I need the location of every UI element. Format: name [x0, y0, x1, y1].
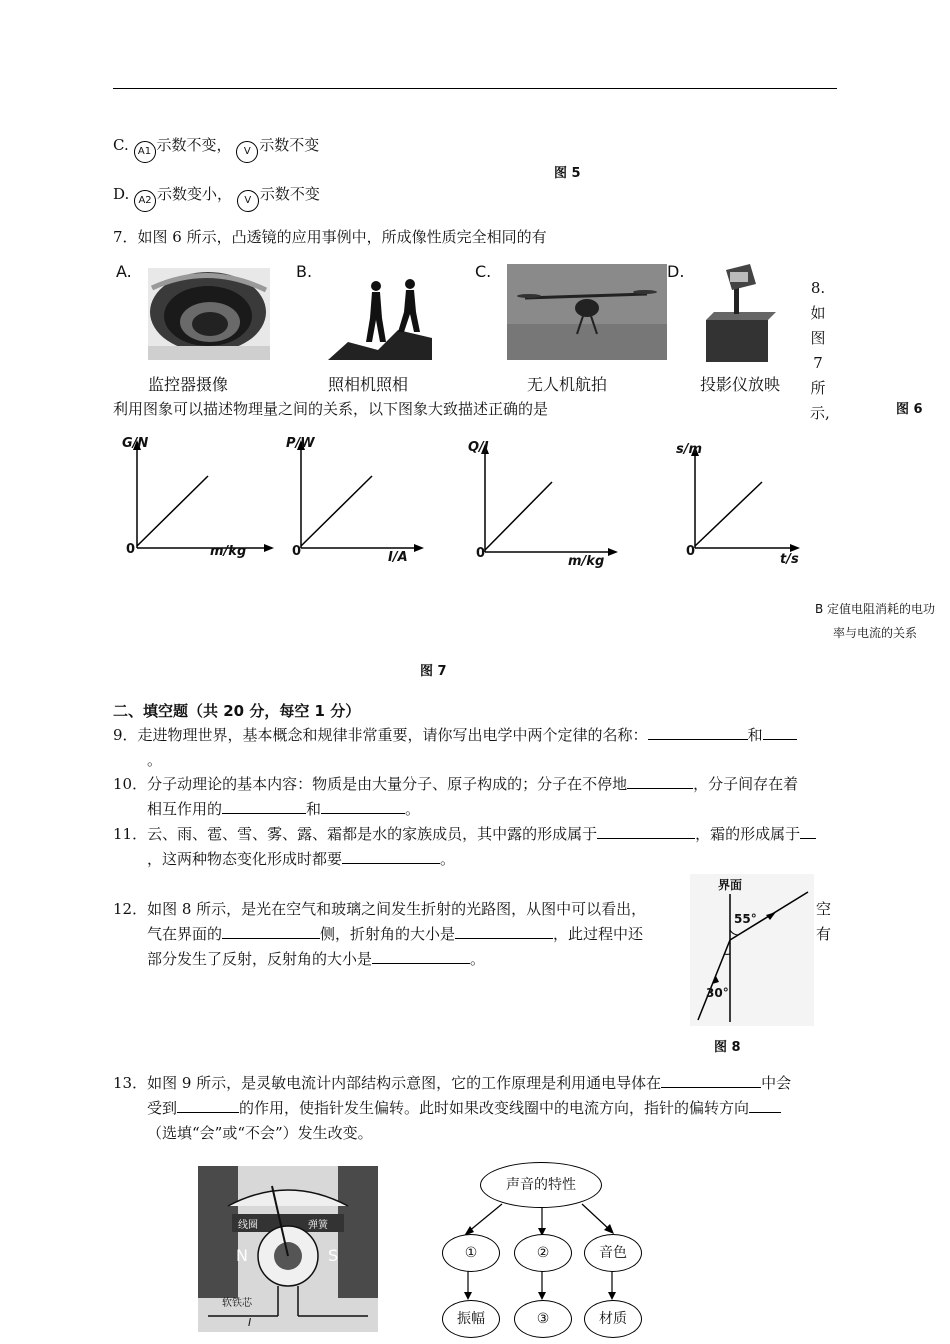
q7-option-b-letter: B.: [296, 262, 313, 281]
graph-c-xlabel: m/kg: [568, 554, 605, 569]
q6-option-c: C. A1 示数不变， V 示数不变: [113, 134, 319, 163]
graph-b-origin: 0: [292, 544, 302, 559]
q8-vertical-stem: 8. 如 图 7 所 示,: [810, 279, 830, 422]
q9-end: 。: [147, 751, 163, 769]
figure-8-label: 图 8: [714, 1040, 741, 1055]
figure-8-refraction: [690, 874, 814, 1026]
q7-option-c-letter: C.: [475, 262, 492, 281]
graph-d-ylabel: s/m: [676, 442, 703, 457]
section-2-heading: 二、填空题（共 20 分，每空 1 分）: [113, 702, 361, 720]
q13-line-3: （选填“会”或“不会”）发生改变。: [147, 1124, 373, 1142]
fig9-coil-label: 线圈: [238, 1220, 258, 1231]
q7-option-b-caption: 照相机照相: [328, 375, 409, 394]
q10-blank-2[interactable]: [222, 799, 306, 814]
figure-6-label: 图 6: [896, 402, 923, 417]
fig9-current-label: I: [248, 1316, 252, 1329]
q13-blank-1[interactable]: [661, 1073, 761, 1088]
q12-blank-2[interactable]: [455, 924, 553, 939]
graph-b-xlabel: I/A: [388, 550, 408, 565]
graph-c: [466, 438, 626, 574]
sound-root-node: 声音的特性: [480, 1162, 602, 1208]
graph-d: [676, 440, 836, 576]
q12-line-2: 气在界面的 侧，折射角的大小是 ，此过程中还: [147, 925, 644, 943]
q11-line-2: ，这两种物态变化形成时都要 。: [147, 850, 456, 868]
figure-5-label: 图 5: [554, 166, 581, 181]
q13-blank-3[interactable]: [749, 1098, 781, 1113]
q7-option-d-letter: D.: [667, 262, 685, 281]
q12-blank-3[interactable]: [372, 949, 470, 964]
figure-7-label: 图 7: [420, 664, 447, 679]
fig8-interface-label: 界面: [718, 878, 743, 892]
graph-d-xlabel: t/s: [780, 552, 799, 567]
q12-line-1: 12．如图 8 所示，是光在空气和玻璃之间发生折射的光路图，从图中可以看出，: [113, 900, 647, 918]
drone-photo: [507, 264, 667, 360]
q12-line-3: 部分发生了反射，反射角的大小是 。: [147, 950, 486, 968]
graph-c-ylabel: Q/J: [468, 440, 489, 455]
q7-option-d-caption: 投影仪放映: [700, 375, 781, 394]
q11-line-1: 11．云、雨、雹、雪、雾、露、霜都是水的家族成员，其中露的形成属于 ，霜的形成属于: [113, 823, 816, 845]
q13-line-2: 受到 的作用，使指针发生偏转。此时如果改变线圈中的电流方向，指针的偏转方向: [147, 1097, 781, 1119]
fig9-north-label: N: [236, 1246, 248, 1265]
graph-b: [282, 434, 442, 570]
q12-blank-1[interactable]: [222, 924, 320, 939]
graph-a-xlabel: m/kg: [210, 544, 247, 559]
q7-option-c-caption: 无人机航拍: [527, 375, 608, 394]
graph-b-ylabel: P/W: [286, 436, 315, 451]
fig9-south-label: S: [328, 1246, 339, 1265]
graph-c-origin: 0: [476, 546, 486, 561]
q10-blank-1[interactable]: [627, 774, 693, 789]
q6-option-d: D. A2 示数变小， V 示数不变: [113, 183, 320, 212]
projector-photo: [700, 262, 776, 366]
q9-blank-2[interactable]: [763, 725, 797, 740]
q9-line-1: 9．走进物理世界，基本概念和规律非常重要，请你写出电学中两个定律的名称： 和: [113, 724, 797, 746]
header-rule: [113, 88, 837, 89]
graph-a-origin: 0: [126, 542, 136, 557]
voltmeter-icon: V: [237, 190, 259, 212]
graph-a: [118, 434, 278, 570]
voltmeter-icon: V: [236, 141, 258, 163]
q9-blank-1[interactable]: [648, 725, 748, 740]
q7-stem: 7．如图 6 所示，凸透镜的应用事例中，所成像性质完全相同的有: [113, 228, 547, 246]
q12-line-2-end: 有: [816, 925, 832, 943]
ammeter-a1-icon: A1: [134, 141, 156, 163]
sound-node-amplitude: 振幅: [442, 1300, 500, 1338]
sound-node-2: ②: [514, 1234, 572, 1272]
sound-node-timbre: 音色: [584, 1234, 642, 1272]
q10-line-2: 相互作用的 和 。: [147, 800, 421, 818]
graph-a-ylabel: G/N: [122, 436, 149, 451]
fig9-spring-label: 弹簧: [308, 1220, 328, 1231]
fig8-angle-55: 55°: [734, 912, 757, 926]
figure-9-galvanometer: [198, 1166, 378, 1332]
ammeter-a2-icon: A2: [134, 190, 156, 212]
photographers-photo: [328, 270, 432, 360]
q13-line-1: 13．如图 9 所示，是灵敏电流计内部结构示意图，它的工作原理是利用通电导体在 中会: [113, 1074, 792, 1092]
q7-option-a-letter: A.: [116, 262, 132, 281]
graph-b-note: B 定值电阻消耗的电功率与电流的关系: [814, 602, 936, 640]
q11-blank-3[interactable]: [342, 849, 440, 864]
fig8-angle-30: 30°: [706, 986, 729, 1000]
fig9-core-label: 软铁芯: [222, 1298, 252, 1309]
q7-option-a-caption: 监控器摄像: [148, 375, 229, 394]
surveillance-camera-photo: [148, 268, 270, 360]
sound-node-1: ①: [442, 1234, 500, 1272]
graph-d-origin: 0: [686, 544, 696, 559]
q11-blank-1[interactable]: [597, 824, 695, 839]
q11-blank-2[interactable]: [800, 824, 816, 839]
q12-line-1-end: 空: [816, 900, 832, 918]
q13-blank-2[interactable]: [177, 1098, 239, 1113]
q8-stem: 利用图象可以描述物理量之间的关系，以下图象大致描述正确的是: [113, 400, 549, 418]
q10-blank-3[interactable]: [321, 799, 405, 814]
sound-node-material: 材质: [584, 1300, 642, 1338]
q10-line-1: 10．分子动理论的基本内容：物质是由大量分子、原子构成的；分子在不停地 ，分子间存在着: [113, 775, 799, 793]
sound-node-3: ③: [514, 1300, 572, 1338]
